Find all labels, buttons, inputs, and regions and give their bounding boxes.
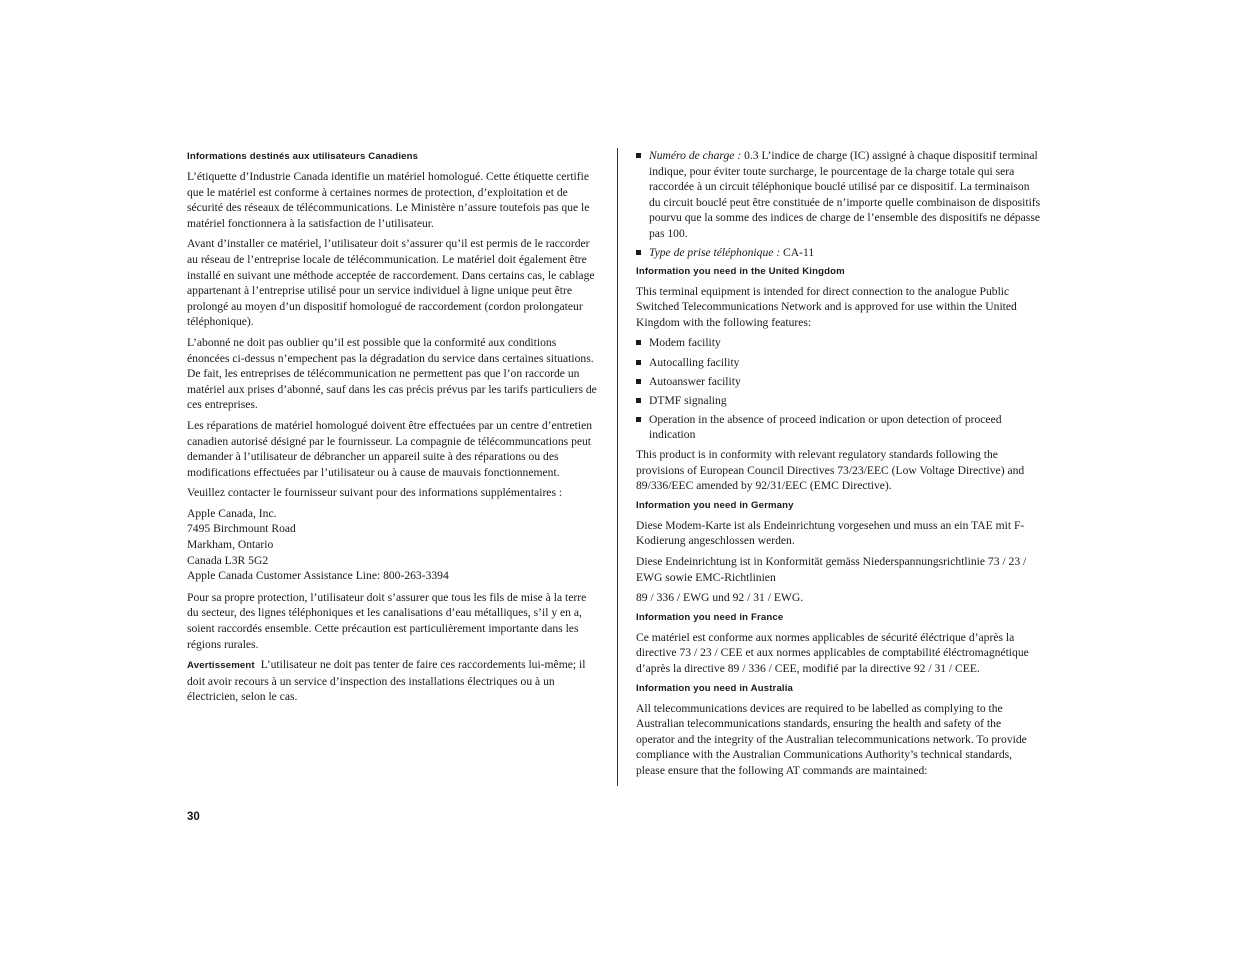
left-column <box>187 150 599 710</box>
address-line: Apple Canada, Inc. <box>187 506 277 520</box>
list-item <box>636 412 1042 443</box>
bullet-label: Type de prise téléphonique : <box>649 246 781 260</box>
germany-paragraph-3: 89 / 336 / EWG und 92 / 31 / EWG. <box>636 591 804 605</box>
column-divider <box>617 148 618 786</box>
bullet-square-icon <box>636 340 641 345</box>
address-line: Canada L3R 5G2 <box>187 553 269 567</box>
list-item <box>636 374 1042 390</box>
list-item <box>636 245 1042 261</box>
list-item <box>636 148 1042 242</box>
supplier-address <box>187 506 599 584</box>
uk-intro: This terminal equipment is intended for direct connection to the analogue Public Switched Telecommunications Network and is approved for use within the United Kingdom with the following features: <box>636 284 1017 329</box>
bullet-label: Numéro de charge : <box>649 149 742 162</box>
feature-text: Modem facility <box>649 336 721 350</box>
bullet-square-icon <box>636 360 641 365</box>
canada-paragraph-3: L’abonné ne doit pas oublier qu’il est possible que la conformité aux conditions énoncées ci-dessus n’empechent pas la dégradation du service dans certaines situations. De fait, les entreprises de télécommunication ne permettent pas que l’on raccorde un matériel aux prises d’abonné, sauf dans les cas précis prévus par les tarifs particuliers de ces entreprises. <box>187 335 597 412</box>
germany-heading: Information you need in Germany <box>636 499 794 511</box>
australia-heading: Information you need in Australia <box>636 682 794 694</box>
feature-text: Autoanswer facility <box>649 374 741 388</box>
france-heading: Information you need in France <box>636 611 784 623</box>
warning-label: Avertissement <box>187 660 255 672</box>
canada-paragraph-5: Veuillez contacter le fournisseur suivant pour des informations supplémentaires : <box>187 486 563 500</box>
uk-heading: Information you need in the United Kingdom <box>636 265 845 277</box>
feature-text: Autocalling facility <box>649 355 740 369</box>
list-item <box>636 335 1042 351</box>
feature-text: Operation in the absence of proceed indication or upon detection of proceed indication <box>649 412 1002 442</box>
bullet-text: 0.3 L’indice de charge (IC) assigné à chaque dispositif terminal indique, pour éviter toute surcharge, le pourcentage de la charge totale qui sera raccordée à un circuit téléphonique bouclé utilisé par ce dispositif. La terminaison du circuit bouclé peut être constituée de n’importe quelle combinaison de dispositifs pourvu que la somme des indices de charge de l’ensemble des dispositifs ne dépasse pas 100. <box>649 149 1041 240</box>
uk-features-list <box>636 335 1042 443</box>
address-line: Markham, Ontario <box>187 538 274 552</box>
right-column <box>636 148 1042 784</box>
bullet-square-icon <box>636 417 641 422</box>
warning-paragraph <box>187 657 599 705</box>
warning-text: L’utilisateur ne doit pas tenter de faire ces raccordements lui-même; il doit avoir recours à un service d’inspection des installations électriques ou à un électricien, selon le cas. <box>187 658 586 704</box>
page-number: 30 <box>187 811 200 823</box>
bullet-square-icon <box>636 250 641 255</box>
uk-conformity: This product is in conformity with relevant regulatory standards following the provisions of European Council Directives 73/23/EEC (Low Voltage Directive) and 89/336/EEC amended by 92/31/EEC (EMC Directive). <box>636 448 1025 493</box>
canada-paragraph-2: Avant d’installer ce matériel, l’utilisateur doit s’assurer qu’il est permis de le raccorder au réseau de l’entreprise locale de télécommunication. Le matériel doit également être installé en suivant une méthode acceptée de raccordement. Dans certains cas, le cablage appartenant à l’entreprise utilisé pour un service individuel à ligne unique peut être prolongé au moyen d’un dispositif homologué de raccordement (cordon prolongateur téléphonique). <box>187 237 595 329</box>
germany-paragraph-1: Diese Modem-Karte ist als Endeinrichtung vorgesehen und muss an ein TAE mit F-Kodierung angeschlossen werden. <box>636 518 1025 548</box>
canada-bullet-list <box>636 148 1042 261</box>
canada-heading: Informations destinés aux utilisateurs Canadiens <box>187 151 419 162</box>
france-paragraph: Ce matériel est conforme aux normes applicables de sécurité éléctrique d’après la directive 73 / 23 / CEE et aux normes applicables de comptabilité éléctromagnétique d’après la directive 89 / 336 / CEE, modifié par la directive 92 / 31 / CEE. <box>636 630 1029 675</box>
germany-paragraph-2: Diese Endeinrichtung ist in Konformität gemäss Niederspannungsrichtlinie 73 / 23 / EWG sowie EMC-Richtlinien <box>636 554 1027 584</box>
list-item <box>636 393 1042 409</box>
address-line: Apple Canada Customer Assistance Line: 800-263-3394 <box>187 569 449 583</box>
bullet-square-icon <box>636 398 641 403</box>
canada-paragraph-4: Les réparations de matériel homologué doivent être effectuées par un centre d’entretien canadien autorisé désigné par le fournisseur. La compagnie de télécommuncations peut demander à l’utilisateur de débrancher un appareil suite à des réparations ou des modifications effectuées par l’utilisateur ou à cause de mauvais fonctionnement. <box>187 418 593 479</box>
bullet-square-icon <box>636 379 641 384</box>
feature-text: DTMF signaling <box>649 393 727 407</box>
bullet-square-icon <box>636 153 641 158</box>
list-item <box>636 355 1042 371</box>
canada-paragraph-1: L’étiquette d’Industrie Canada identifie un matériel homologué. Cette étiquette certifie que le matériel est conforme à certaines normes de protection, d’exploitation et de sécurité des réseaux de télécommunications. Le Ministère n’assure toutefois pas que le matériel fonctionnera à la satisfaction de l’utilisateur. <box>187 170 590 230</box>
australia-paragraph: All telecommunications devices are required to be labelled as complying to the Australian telecommunications standards, ensuring the health and safety of the operator and the integrity of the Australian telecommunications network. To provide compliance with the Australian Communications Authority’s technical standards, please ensure that the following AT commands are maintained: <box>636 701 1027 777</box>
protection-paragraph: Pour sa propre protection, l’utilisateur doit s’assurer que tous les fils de mise à la terre du secteur, des lignes téléphoniques et les canalisations d’eau métalliques, s’il y en a, soient raccordés ensemble. Cette précaution est particulièrement importante dans les régions rurales. <box>187 590 587 651</box>
bullet-text: CA-11 <box>780 246 815 260</box>
address-line: 7495 Birchmount Road <box>187 522 296 536</box>
